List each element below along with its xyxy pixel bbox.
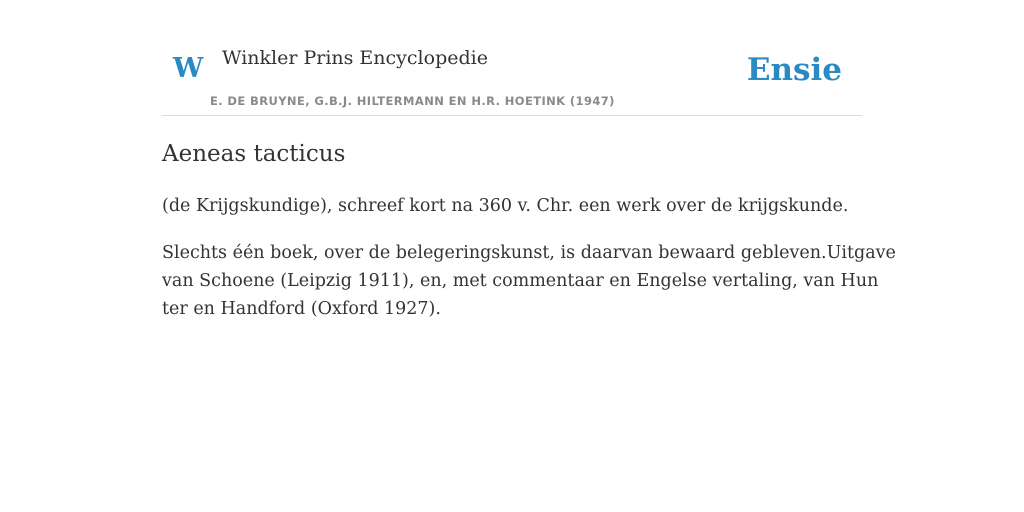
paragraph-line: ter en Handford (Oxford 1927). [162, 299, 441, 319]
entry-paragraph: (de Krijgskundige), schreef kort na 360 v. Chr. een werk over de krijgskunde. [162, 196, 849, 216]
content-container [162, 0, 896, 319]
encyclopedia-title[interactable]: Winkler Prins Encyclopedie [222, 47, 488, 69]
entry-title: Aeneas tacticus [162, 141, 346, 167]
entry-paragraph [162, 239, 896, 323]
paragraph-line: van Schoene (Leipzig 1911), en, met commentaar en Engelse vertaling, van Hun [162, 271, 879, 291]
authors-byline: E. DE BRUYNE, G.B.J. HILTERMANN EN H.R. HOETINK (1947) [210, 94, 615, 108]
ensie-brand-link[interactable]: Ensie [746, 52, 842, 88]
header [162, 0, 862, 116]
paragraph-line: Slechts één boek, over de belegeringskunst, is daarvan bewaard gebleven.Uitgave [162, 243, 896, 263]
winkler-prins-logo[interactable]: W [173, 53, 204, 84]
